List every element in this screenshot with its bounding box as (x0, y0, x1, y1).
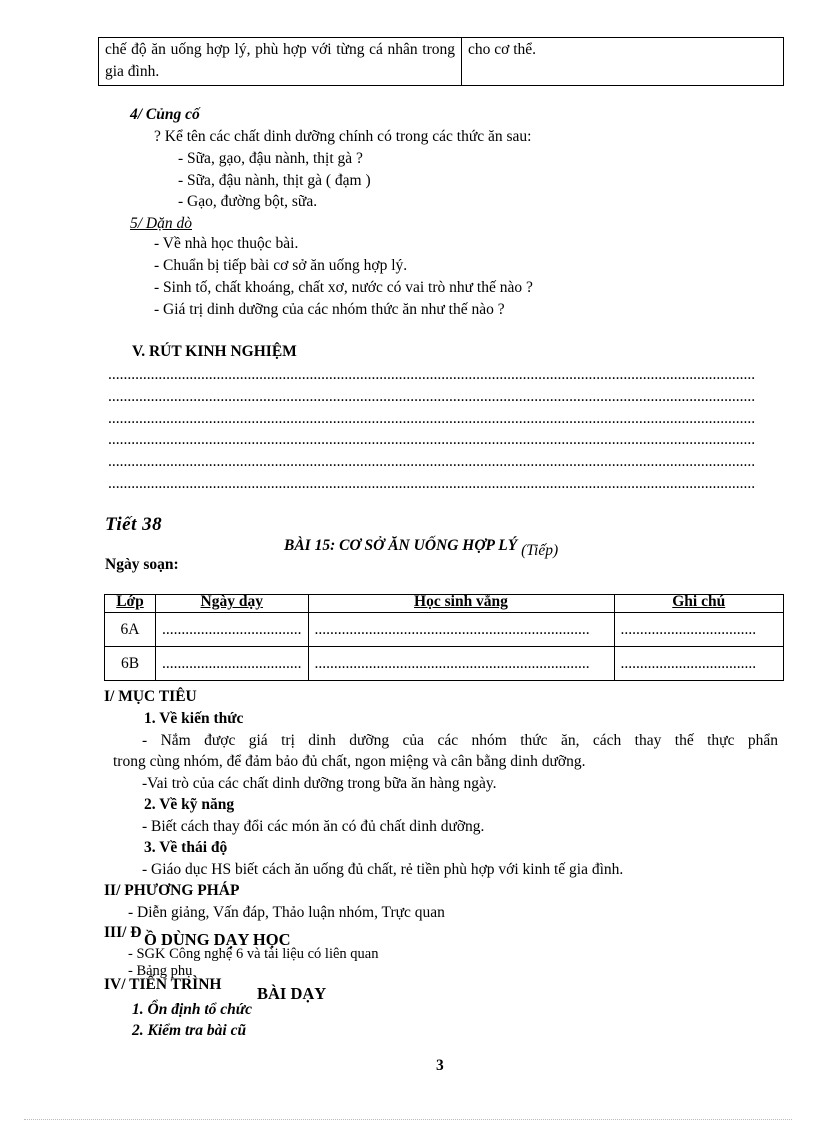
column-header: Lớp (105, 595, 156, 613)
kien-thuc-text: trong cùng nhóm, để đảm bảo đủ chất, ngon miệng và cân bằng dinh dưỡng. (113, 753, 586, 770)
table-row (105, 647, 784, 681)
kien-thuc-heading: 1. Về kiến thức (144, 710, 244, 727)
hoc-sinh-vang-cell: ....................................................................... (308, 647, 614, 681)
dan-do-item: - Về nhà học thuộc bài. (154, 235, 299, 252)
lop-cell: 6A (105, 613, 156, 647)
do-dung-heading: Ồ DÙNG DẠY HỌC (144, 930, 291, 949)
cung-co-question: ? Kể tên các chất dinh dưỡng chính có trong các thức ăn sau: (154, 128, 532, 145)
dot-line: ....................................................................................................................................................................... (108, 431, 756, 448)
lop-cell: 6B (105, 647, 156, 681)
phuong-phap-text: - Diễn giảng, Vấn đáp, Thảo luận nhóm, Trực quan (128, 904, 445, 921)
do-dung-item: - SGK Công nghệ 6 và tài liệu có liên quan (128, 946, 379, 962)
dot-line: ....................................................................................................................................................................... (108, 475, 756, 492)
do-dung-heading-prefix: III/ Đ (104, 924, 142, 941)
top-table-right-cell: cho cơ thể. (462, 38, 784, 86)
thai-do-heading: 3. Về thái độ (144, 839, 228, 856)
dot-line: ....................................................................................................................................................................... (108, 453, 756, 470)
rut-kinh-nghiem-heading: V. RÚT KINH NGHIỆM (132, 343, 297, 360)
top-table-left-cell: chế độ ăn uống hợp lý, phù hợp với từng cá nhân trong gia đình. (99, 38, 462, 86)
tien-trinh-heading: BÀI DẠY (257, 984, 327, 1003)
dot-line: ....................................................................................................................................................................... (108, 366, 756, 383)
column-header: Ghi chú (614, 595, 784, 613)
tiet-label: Tiết 38 (105, 514, 163, 535)
top-table (98, 37, 784, 86)
tien-trinh-heading-prefix: IV/ TIẾN TRÌNH (104, 976, 222, 993)
kiem-tra-bai-cu: 2. Kiểm tra bài cũ (132, 1022, 247, 1039)
ngay-soan-label: Ngày soạn: (105, 556, 179, 573)
kien-thuc-text: -Vai trò của các chất dinh dưỡng trong bữa ăn hàng ngày. (142, 775, 497, 792)
dot-line: ....................................................................................................................................................................... (108, 388, 756, 405)
page-bottom-divider (24, 1119, 792, 1120)
cung-co-item: - Sữa, đậu nành, thịt gà ( đạm ) (178, 172, 371, 189)
table-row (105, 613, 784, 647)
page-number: 3 (436, 1057, 444, 1074)
cung-co-item: - Gạo, đường bột, sữa. (178, 193, 318, 210)
muc-tieu-heading: I/ MỤC TIÊU (104, 688, 197, 705)
kien-thuc-text: - Nắm được giá trị dinh dưỡng của các nhóm thức ăn, cách thay thế thực phẩn (142, 732, 778, 749)
attendance-table (104, 594, 784, 681)
dan-do-item: - Sinh tố, chất khoáng, chất xơ, nước có vai trò như thế nào ? (154, 279, 533, 296)
lesson-title: BÀI 15: CƠ SỞ ĂN UỐNG HỢP LÝ (284, 537, 518, 554)
ghi-chu-cell: ................................... (614, 647, 784, 681)
hoc-sinh-vang-cell: ....................................................................... (308, 613, 614, 647)
table-header-row (105, 595, 784, 613)
do-dung-item: - Bảng phụ (128, 963, 193, 979)
dan-do-item: - Chuẩn bị tiếp bài cơ sở ăn uống hợp lý. (154, 257, 408, 274)
ngay-day-cell: .................................... (156, 647, 309, 681)
dot-line: ....................................................................................................................................................................... (108, 410, 756, 427)
thai-do-text: - Giáo dục HS biết cách ăn uống đủ chất, rẻ tiền phù hợp với kinh tế gia đình. (142, 861, 624, 878)
ghi-chu-cell: ................................... (614, 613, 784, 647)
ky-nang-heading: 2. Về kỹ năng (144, 796, 235, 813)
column-header: Học sinh vắng (308, 595, 614, 613)
lesson-title-suffix: (Tiếp) (521, 542, 559, 559)
cung-co-heading: 4/ Củng cố (130, 106, 200, 123)
phuong-phap-heading: II/ PHƯƠNG PHÁP (104, 882, 240, 899)
ky-nang-text: - Biết cách thay đổi các món ăn có đủ chất dinh dưỡng. (142, 818, 485, 835)
cung-co-item: - Sữa, gạo, đậu nành, thịt gà ? (178, 150, 363, 167)
dan-do-heading: 5/ Dặn dò (130, 215, 192, 232)
on-dinh-to-chuc: 1. Ổn định tổ chức (132, 1001, 252, 1018)
column-header: Ngày dạy (156, 595, 309, 613)
dan-do-item: - Giá trị dinh dưỡng của các nhóm thức ăn như thế nào ? (154, 301, 505, 318)
ngay-day-cell: .................................... (156, 613, 309, 647)
